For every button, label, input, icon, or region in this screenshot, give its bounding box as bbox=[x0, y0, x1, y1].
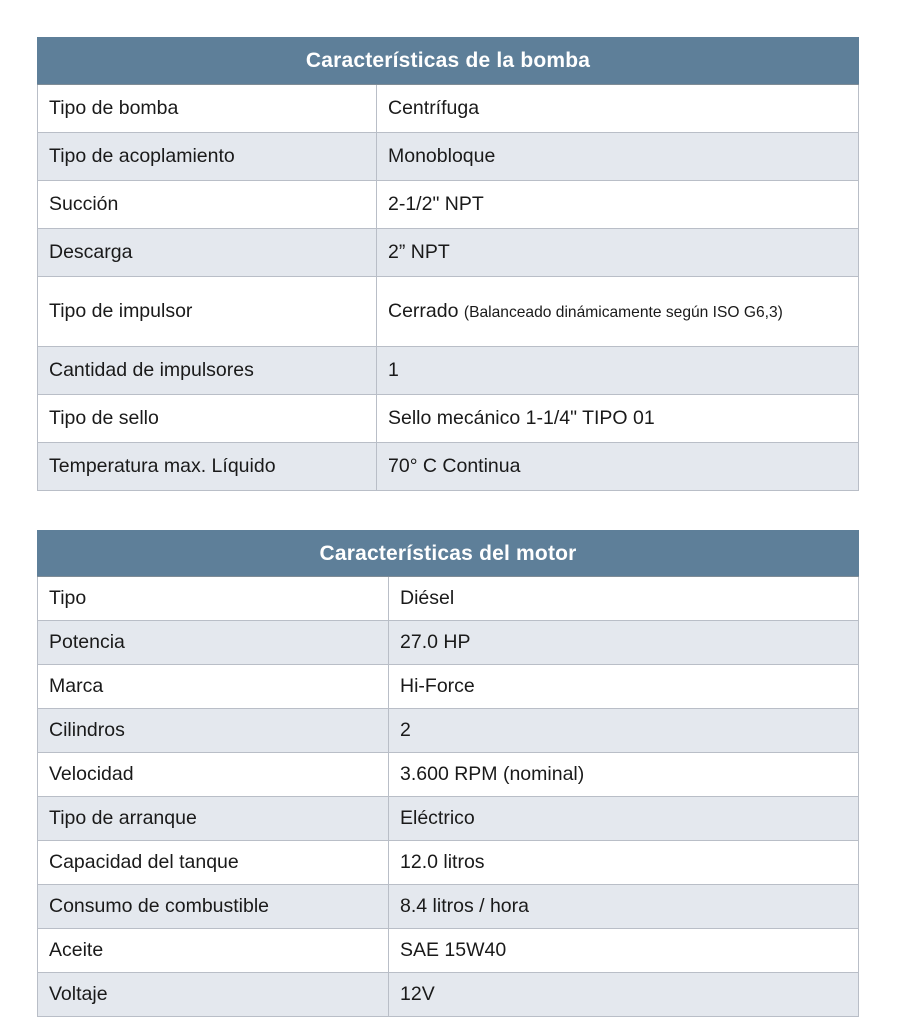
motor-table-title: Características del motor bbox=[38, 531, 859, 577]
pump-table-title: Características de la bomba bbox=[38, 38, 859, 85]
row-value: 27.0 HP bbox=[389, 621, 859, 665]
table-row bbox=[38, 277, 859, 347]
motor-table-body bbox=[38, 577, 859, 1017]
row-label: Cantidad de impulsores bbox=[38, 347, 377, 395]
row-value: Hi-Force bbox=[389, 665, 859, 709]
pump-table-body bbox=[38, 85, 859, 491]
row-label: Consumo de combustible bbox=[38, 885, 389, 929]
row-label: Tipo de bomba bbox=[38, 85, 377, 133]
row-value: Diésel bbox=[389, 577, 859, 621]
row-value: Eléctrico bbox=[389, 797, 859, 841]
row-label: Aceite bbox=[38, 929, 389, 973]
table-row bbox=[38, 181, 859, 229]
table-row bbox=[38, 621, 859, 665]
row-label: Cilindros bbox=[38, 709, 389, 753]
table-row bbox=[38, 709, 859, 753]
table-row bbox=[38, 797, 859, 841]
table-row bbox=[38, 347, 859, 395]
row-label: Temperatura max. Líquido bbox=[38, 443, 377, 491]
row-label: Descarga bbox=[38, 229, 377, 277]
row-label: Tipo de arranque bbox=[38, 797, 389, 841]
table-row bbox=[38, 885, 859, 929]
row-value: 2 bbox=[389, 709, 859, 753]
motor-specifications-table bbox=[37, 530, 859, 1017]
table-row bbox=[38, 577, 859, 621]
row-label: Capacidad del tanque bbox=[38, 841, 389, 885]
row-label: Potencia bbox=[38, 621, 389, 665]
table-row bbox=[38, 753, 859, 797]
table-row bbox=[38, 133, 859, 181]
row-label: Voltaje bbox=[38, 973, 389, 1017]
row-label: Tipo de impulsor bbox=[38, 277, 377, 347]
table-header-row bbox=[38, 38, 859, 85]
row-value: 2-1/2" NPT bbox=[377, 181, 859, 229]
row-label: Velocidad bbox=[38, 753, 389, 797]
row-value: SAE 15W40 bbox=[389, 929, 859, 973]
row-label: Tipo bbox=[38, 577, 389, 621]
table-row bbox=[38, 929, 859, 973]
row-value: 12V bbox=[389, 973, 859, 1017]
pump-specifications-table bbox=[37, 37, 859, 491]
row-value: 8.4 litros / hora bbox=[389, 885, 859, 929]
row-value: 70° C Continua bbox=[377, 443, 859, 491]
table-row bbox=[38, 973, 859, 1017]
row-value: 1 bbox=[377, 347, 859, 395]
row-label: Succión bbox=[38, 181, 377, 229]
table-row bbox=[38, 395, 859, 443]
table-row bbox=[38, 665, 859, 709]
table-row bbox=[38, 229, 859, 277]
row-value bbox=[377, 277, 859, 347]
row-value: Centrífuga bbox=[377, 85, 859, 133]
row-value: 3.600 RPM (nominal) bbox=[389, 753, 859, 797]
row-label: Tipo de sello bbox=[38, 395, 377, 443]
table-row bbox=[38, 841, 859, 885]
row-label: Tipo de acoplamiento bbox=[38, 133, 377, 181]
row-value: Monobloque bbox=[377, 133, 859, 181]
row-value: Sello mecánico 1-1/4" TIPO 01 bbox=[377, 395, 859, 443]
table-row bbox=[38, 85, 859, 133]
row-label: Marca bbox=[38, 665, 389, 709]
table-row bbox=[38, 443, 859, 491]
row-value-main: Cerrado bbox=[388, 300, 464, 322]
row-value: 2” NPT bbox=[377, 229, 859, 277]
table-header-row bbox=[38, 531, 859, 577]
row-value-note: (Balanceado dinámicamente según ISO G6,3) bbox=[463, 304, 783, 321]
row-value: 12.0 litros bbox=[389, 841, 859, 885]
